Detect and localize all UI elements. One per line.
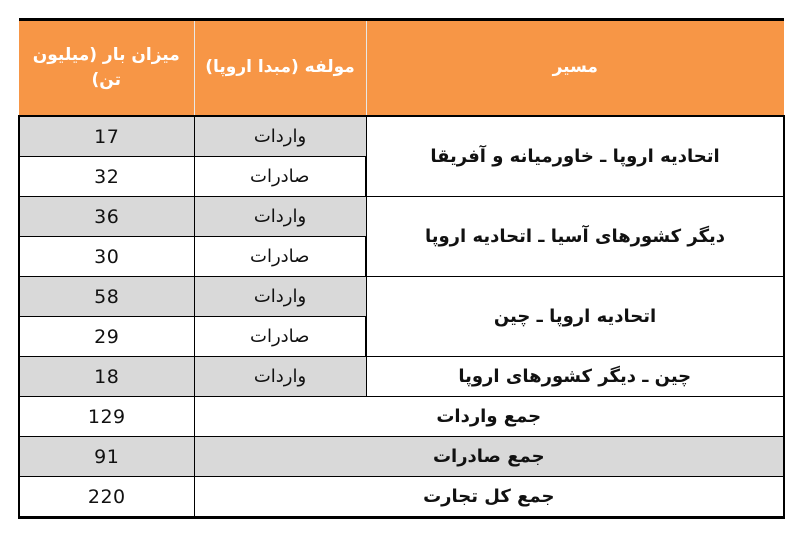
component-cell: واردات <box>194 277 366 317</box>
header-row <box>19 20 784 117</box>
route-cell: دیگر کشورهای آسیا ـ اتحادیه اروپا <box>366 197 784 277</box>
table-row <box>19 197 784 237</box>
table-row <box>19 116 784 157</box>
amount-cell: 58 <box>19 277 194 317</box>
amount-cell: 18 <box>19 357 194 397</box>
table-row <box>19 357 784 397</box>
trade-table <box>18 18 785 519</box>
total-amount: 91 <box>19 437 194 477</box>
total-amount: 220 <box>19 477 194 518</box>
trade-table-container <box>18 18 783 519</box>
total-row-imports <box>19 397 784 437</box>
component-cell: صادرات <box>194 317 366 357</box>
component-cell: واردات <box>194 357 366 397</box>
total-amount: 129 <box>19 397 194 437</box>
component-cell: واردات <box>194 116 366 157</box>
header-component: مولفه (مبدا اروپا) <box>194 20 366 117</box>
amount-cell: 17 <box>19 116 194 157</box>
route-cell: اتحادیه اروپا ـ چین <box>366 277 784 357</box>
total-label: جمع کل تجارت <box>194 477 784 518</box>
amount-cell: 30 <box>19 237 194 277</box>
total-row-trade <box>19 477 784 518</box>
header-route: مسیر <box>366 20 784 117</box>
route-cell: اتحادیه اروپا ـ خاورمیانه و آفریقا <box>366 116 784 197</box>
total-label: جمع واردات <box>194 397 784 437</box>
table-row <box>19 277 784 317</box>
amount-cell: 36 <box>19 197 194 237</box>
header-amount: میزان بار (میلیون تن) <box>19 20 194 117</box>
amount-cell: 29 <box>19 317 194 357</box>
component-cell: صادرات <box>194 157 366 197</box>
amount-cell: 32 <box>19 157 194 197</box>
total-row-exports <box>19 437 784 477</box>
total-label: جمع صادرات <box>194 437 784 477</box>
component-cell: واردات <box>194 197 366 237</box>
route-cell: چین ـ دیگر کشورهای اروپا <box>366 357 784 397</box>
component-cell: صادرات <box>194 237 366 277</box>
